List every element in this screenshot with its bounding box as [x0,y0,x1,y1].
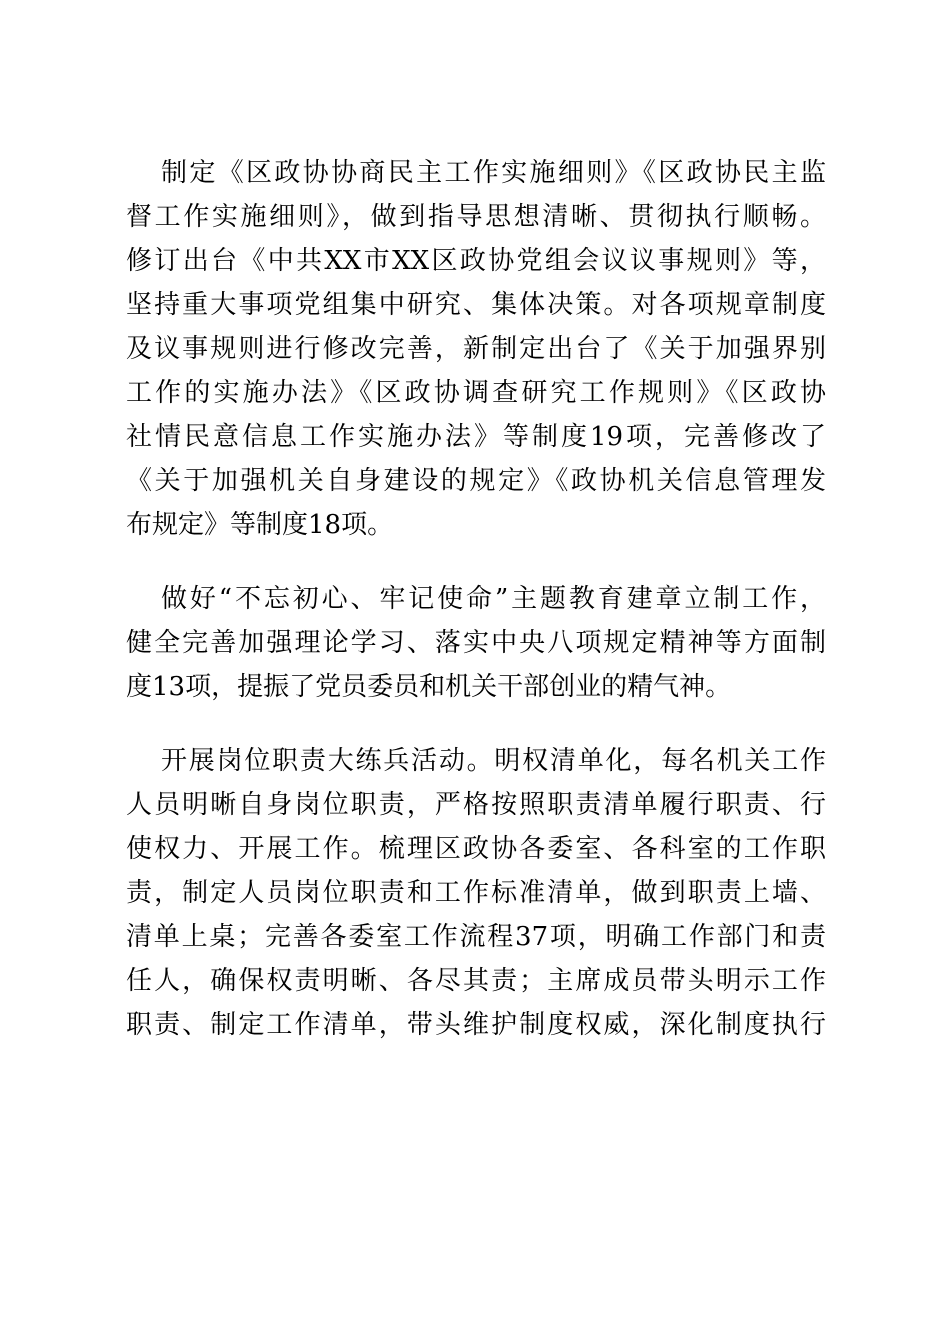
text-line: 使权力、开展工作。梳理区政协各委室、各科室的工作职 [126,834,826,864]
paragraph-3 [126,739,826,1047]
text-line: 制定《区政协协商民主工作实施细则》《区政协民主监 [161,158,826,188]
text-line: 职责、制定工作清单，带头维护制度权威，深化制度执行 [126,1010,826,1040]
text-line: 督工作实施细则》，做到指导思想清晰、贯彻执行顺畅。 [126,202,826,232]
text-line: 开展岗位职责大练兵活动。明权清单化，每名机关工作 [161,746,826,776]
text-line: 社情民意信息工作实施办法》等制度19项，完善修改了 [126,422,826,452]
text-line: 修订出台《中共XX市XX区政协党组会议议事规则》等， [126,246,826,276]
text-line: 人员明晰自身岗位职责，严格按照职责清单履行职责、行 [126,790,826,820]
paragraph-1 [126,151,826,547]
text-line: 度13项，提振了党员委员和机关干部创业的精气神。 [126,672,732,702]
text-line: 做好“不忘初心、牢记使命”主题教育建章立制工作， [161,584,826,614]
text-line: 任人，确保权责明晰、各尽其责；主席成员带头明示工作 [126,966,826,996]
text-line: 清单上桌；完善各委室工作流程37项，明确工作部门和责 [126,922,826,952]
text-line: 责，制定人员岗位职责和工作标准清单，做到职责上墙、 [126,878,826,908]
text-line: 布规定》等制度18项。 [126,510,394,540]
text-line: 《关于加强机关自身建设的规定》《政协机关信息管理发 [126,466,826,496]
text-line: 工作的实施办法》《区政协调查研究工作规则》《区政协 [126,378,826,408]
paragraph-2 [126,577,826,709]
text-line: 及议事规则进行修改完善，新制定出台了《关于加强界别 [126,334,826,364]
text-line: 健全完善加强理论学习、落实中央八项规定精神等方面制 [126,628,826,658]
document-body [126,151,826,1077]
text-line: 坚持重大事项党组集中研究、集体决策。对各项规章制度 [126,290,826,320]
